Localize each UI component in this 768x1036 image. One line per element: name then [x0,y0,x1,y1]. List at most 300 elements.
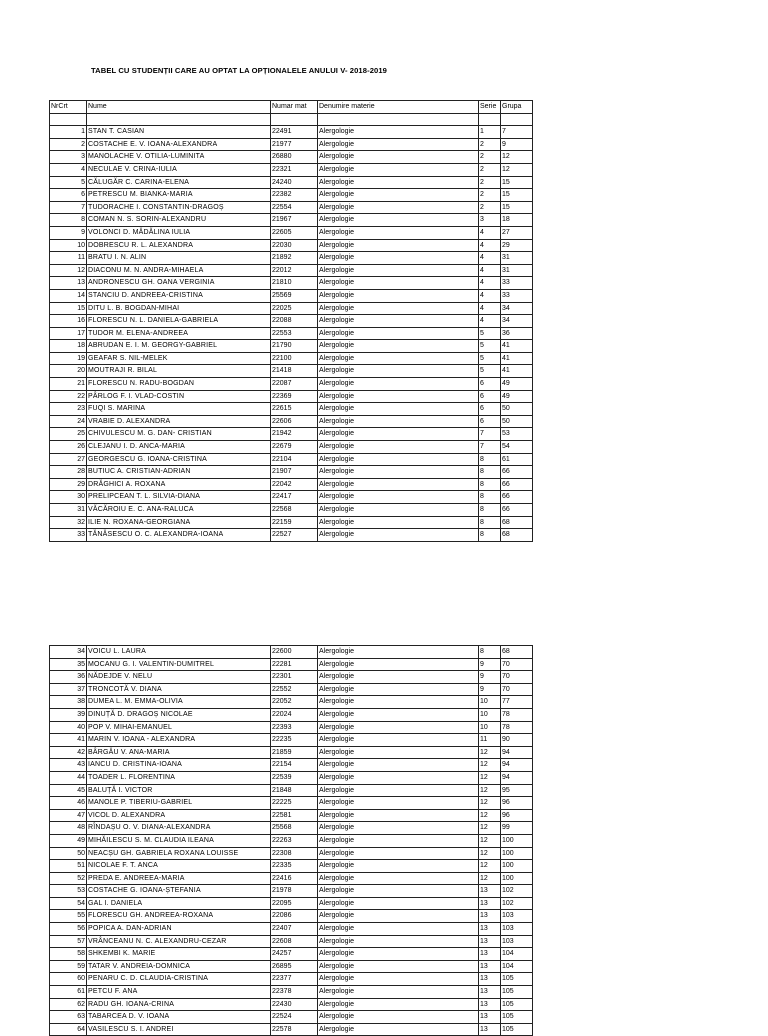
student-name: CHIVULESCU M. G. DAN- CRISTIAN [87,428,271,441]
subject-name: Alergologie [318,746,479,759]
series: 13 [479,935,501,948]
row-number: 32 [50,516,87,529]
student-name: PETRESCU M. BIANKA-MARIA [87,189,271,202]
matriculation-number: 22088 [271,315,318,328]
group: 105 [501,1023,533,1036]
row-number: 40 [50,721,87,734]
group: 78 [501,708,533,721]
subject-name: Alergologie [318,516,479,529]
subject-name: Alergologie [318,491,479,504]
student-name: NĂDEJDE V. NELU [87,671,271,684]
row-number: 33 [50,529,87,542]
subject-name: Alergologie [318,759,479,772]
row-number: 46 [50,797,87,810]
subject-name: Alergologie [318,453,479,466]
matriculation-number: 26880 [271,151,318,164]
series: 8 [479,504,501,517]
student-name: MANOLE P. TIBERIU-GABRIEL [87,797,271,810]
series: 10 [479,721,501,734]
row-number: 19 [50,352,87,365]
series: 5 [479,352,501,365]
group: 100 [501,834,533,847]
student-name: DIACONU M. N. ANDRA-MIHAELA [87,264,271,277]
student-name: TABARCEA D. V. IOANA [87,1011,271,1024]
row-number: 36 [50,671,87,684]
series: 9 [479,683,501,696]
group: 96 [501,809,533,822]
matriculation-number: 22335 [271,860,318,873]
student-name: ABRUDAN E. I. M. GEORGY-GABRIEL [87,340,271,353]
row-number: 52 [50,872,87,885]
student-name: VASILESCU S. I. ANDREI [87,1023,271,1036]
series: 10 [479,696,501,709]
row-number: 62 [50,998,87,1011]
student-name: STANCIU D. ANDREEA-CRISTINA [87,289,271,302]
row-number: 61 [50,986,87,999]
row-number: 10 [50,239,87,252]
matriculation-number: 22679 [271,441,318,454]
row-number: 7 [50,201,87,214]
subject-name: Alergologie [318,923,479,936]
document-title: TABEL CU STUDENȚII CARE AU OPTAT LA OPȚIONALELE ANULUI V- 2018-2019 [91,66,387,75]
matriculation-number: 22087 [271,378,318,391]
row-number: 13 [50,277,87,290]
subject-name: Alergologie [318,365,479,378]
series: 9 [479,671,501,684]
table-row [50,885,533,898]
series: 4 [479,315,501,328]
subject-name: Alergologie [318,390,479,403]
subject-name: Alergologie [318,847,479,860]
series: 12 [479,784,501,797]
table-row [50,302,533,315]
series: 12 [479,759,501,772]
subject-name: Alergologie [318,289,479,302]
subject-name: Alergologie [318,504,479,517]
row-number: 48 [50,822,87,835]
matriculation-number: 21859 [271,746,318,759]
series: 13 [479,948,501,961]
group: 41 [501,340,533,353]
group: 54 [501,441,533,454]
row-number: 5 [50,176,87,189]
table-row [50,696,533,709]
subject-name: Alergologie [318,822,479,835]
row-number: 26 [50,441,87,454]
row-number: 43 [50,759,87,772]
table-row [50,910,533,923]
subject-name: Alergologie [318,998,479,1011]
group: 105 [501,1011,533,1024]
row-number: 29 [50,478,87,491]
series: 10 [479,708,501,721]
group: 66 [501,466,533,479]
subject-name: Alergologie [318,897,479,910]
group: 68 [501,529,533,542]
student-name: DUMEA L. M. EMMA-OLIVIA [87,696,271,709]
row-number: 31 [50,504,87,517]
row-number: 21 [50,378,87,391]
row-number: 9 [50,226,87,239]
series: 4 [479,277,501,290]
row-number: 23 [50,403,87,416]
table-row [50,860,533,873]
student-name: STAN T. CASIAN [87,126,271,139]
student-name: COSTACHE G. IOANA-ȘTEFANIA [87,885,271,898]
group: 99 [501,822,533,835]
matriculation-number: 22416 [271,872,318,885]
group: 61 [501,453,533,466]
row-number: 18 [50,340,87,353]
series: 2 [479,151,501,164]
matriculation-number: 22052 [271,696,318,709]
row-number: 27 [50,453,87,466]
subject-name: Alergologie [318,415,479,428]
group: 100 [501,847,533,860]
table-row [50,151,533,164]
table-row [50,478,533,491]
series: 7 [479,441,501,454]
matriculation-number: 21892 [271,252,318,265]
series: 6 [479,378,501,391]
group: 49 [501,378,533,391]
group: 103 [501,935,533,948]
subject-name: Alergologie [318,885,479,898]
table-header-row [50,101,533,114]
student-name: GEORGESCU G. IOANA-CRISTINA [87,453,271,466]
matriculation-number: 24257 [271,948,318,961]
matriculation-number: 22154 [271,759,318,772]
matriculation-number: 22527 [271,529,318,542]
student-name: VOICU L. LAURA [87,646,271,659]
group: 12 [501,151,533,164]
subject-name: Alergologie [318,340,479,353]
group: 68 [501,516,533,529]
student-name: FLORESCU N. RADU-BOGDAN [87,378,271,391]
row-number: 53 [50,885,87,898]
row-number: 15 [50,302,87,315]
series: 4 [479,239,501,252]
table-row [50,491,533,504]
table-row [50,784,533,797]
table-row [50,403,533,416]
table-row [50,973,533,986]
series: 4 [479,302,501,315]
subject-name: Alergologie [318,428,479,441]
table-row [50,646,533,659]
student-name: NEACȘU GH. GABRIELA ROXANA LOUISSE [87,847,271,860]
student-name: BÂRGĂU V. ANA-MARIA [87,746,271,759]
group: 34 [501,302,533,315]
series: 9 [479,658,501,671]
matriculation-number: 21907 [271,466,318,479]
matriculation-number: 22100 [271,352,318,365]
series: 12 [479,834,501,847]
matriculation-number: 22263 [271,834,318,847]
series: 3 [479,214,501,227]
series: 2 [479,176,501,189]
series: 12 [479,872,501,885]
table-row [50,822,533,835]
series: 13 [479,923,501,936]
subject-name: Alergologie [318,860,479,873]
group: 77 [501,696,533,709]
table-row [50,529,533,542]
table-row [50,415,533,428]
student-name: DITU L. B. BOGDAN-MIHAI [87,302,271,315]
group: 15 [501,176,533,189]
subject-name: Alergologie [318,264,479,277]
matriculation-number: 21978 [271,885,318,898]
series: 8 [479,491,501,504]
series: 13 [479,986,501,999]
group: 7 [501,126,533,139]
row-number: 51 [50,860,87,873]
subject-name: Alergologie [318,948,479,961]
subject-name: Alergologie [318,658,479,671]
matriculation-number: 22606 [271,415,318,428]
student-name: ANDRONESCU GH. OANA VERGINIA [87,277,271,290]
student-name: BRATU I. N. ALIN [87,252,271,265]
group: 50 [501,403,533,416]
students-table-part-2 [49,645,533,1036]
matriculation-number: 24240 [271,176,318,189]
table-row [50,277,533,290]
group: 29 [501,239,533,252]
table-row [50,327,533,340]
student-name: MANOLACHE V. OTILIA-LUMINITA [87,151,271,164]
series: 8 [479,516,501,529]
series: 5 [479,327,501,340]
table-row [50,441,533,454]
student-name: VRÂNCEANU N. C. ALEXANDRU-CEZAR [87,935,271,948]
student-name: TOADER L. FLORENTINA [87,771,271,784]
series: 4 [479,289,501,302]
matriculation-number: 22159 [271,516,318,529]
group: 15 [501,201,533,214]
group: 96 [501,797,533,810]
student-name: TĂNĂSESCU O. C. ALEXANDRA-IOANA [87,529,271,542]
series: 7 [479,428,501,441]
group: 33 [501,289,533,302]
table-row [50,948,533,961]
row-number: 44 [50,771,87,784]
series: 4 [479,252,501,265]
series: 13 [479,1011,501,1024]
table-row [50,163,533,176]
row-number: 22 [50,390,87,403]
series: 13 [479,960,501,973]
group: 105 [501,998,533,1011]
table-row [50,746,533,759]
subject-name: Alergologie [318,646,479,659]
matriculation-number: 22554 [271,201,318,214]
row-number: 6 [50,189,87,202]
table-row [50,315,533,328]
table-row [50,847,533,860]
matriculation-number: 22225 [271,797,318,810]
matriculation-number: 22382 [271,189,318,202]
row-number: 63 [50,1011,87,1024]
table-row [50,759,533,772]
table-row [50,365,533,378]
student-name: SHKEMBI K. MARIE [87,948,271,961]
table-row [50,683,533,696]
group: 103 [501,923,533,936]
matriculation-number: 25568 [271,822,318,835]
row-number: 17 [50,327,87,340]
series: 6 [479,390,501,403]
row-number: 47 [50,809,87,822]
subject-name: Alergologie [318,315,479,328]
group: 33 [501,277,533,290]
group: 100 [501,860,533,873]
series: 1 [479,126,501,139]
row-number: 55 [50,910,87,923]
student-name: PÂRLOG F. I. VLAD-COSTIN [87,390,271,403]
table-row [50,872,533,885]
matriculation-number: 21790 [271,340,318,353]
table-row [50,428,533,441]
group: 50 [501,415,533,428]
matriculation-number: 25569 [271,289,318,302]
row-number: 39 [50,708,87,721]
subject-name: Alergologie [318,138,479,151]
group: 100 [501,872,533,885]
group: 41 [501,365,533,378]
series: 13 [479,885,501,898]
row-number: 41 [50,734,87,747]
student-name: NECULAE V. CRINA-IULIA [87,163,271,176]
series: 13 [479,897,501,910]
matriculation-number: 22568 [271,504,318,517]
group: 105 [501,973,533,986]
table-row [50,923,533,936]
subject-name: Alergologie [318,671,479,684]
matriculation-number: 22605 [271,226,318,239]
group: 94 [501,759,533,772]
row-number: 16 [50,315,87,328]
series: 8 [479,529,501,542]
row-number: 3 [50,151,87,164]
matriculation-number: 22430 [271,998,318,1011]
matriculation-number: 22095 [271,897,318,910]
student-name: RÎNDAȘU O. V. DIANA-ALEXANDRA [87,822,271,835]
student-name: IANCU D. CRISTINA-IOANA [87,759,271,772]
matriculation-number: 26895 [271,960,318,973]
header-denumire-materie: Denumire materie [318,101,479,114]
student-name: POP V. MIHAI-EMANUEL [87,721,271,734]
matriculation-number: 22407 [271,923,318,936]
subject-name: Alergologie [318,797,479,810]
students-table-part-1 [49,100,533,542]
row-number: 54 [50,897,87,910]
row-number: 42 [50,746,87,759]
table-row [50,226,533,239]
subject-name: Alergologie [318,214,479,227]
subject-name: Alergologie [318,910,479,923]
row-number: 14 [50,289,87,302]
matriculation-number: 22086 [271,910,318,923]
row-number: 57 [50,935,87,948]
row-number: 4 [50,163,87,176]
subject-name: Alergologie [318,352,479,365]
subject-name: Alergologie [318,327,479,340]
table-row [50,390,533,403]
table-row [50,352,533,365]
student-name: DOBRESCU R. L. ALEXANDRA [87,239,271,252]
subject-name: Alergologie [318,708,479,721]
group: 90 [501,734,533,747]
group: 95 [501,784,533,797]
matriculation-number: 21967 [271,214,318,227]
row-number: 38 [50,696,87,709]
row-number: 2 [50,138,87,151]
row-number: 58 [50,948,87,961]
student-name: MARIN V. IOANA - ALEXANDRA [87,734,271,747]
subject-name: Alergologie [318,466,479,479]
table-row [50,721,533,734]
subject-name: Alergologie [318,696,479,709]
matriculation-number: 22524 [271,1011,318,1024]
series: 2 [479,163,501,176]
student-name: MOUTRAJI R. BILAL [87,365,271,378]
matriculation-number: 22012 [271,264,318,277]
subject-name: Alergologie [318,302,479,315]
group: 34 [501,315,533,328]
group: 66 [501,478,533,491]
student-name: VĂCĂROIU E. C. ANA-RALUCA [87,504,271,517]
student-name: TUDOR M. ELENA-ANDREEA [87,327,271,340]
series: 8 [479,478,501,491]
table-row [50,1011,533,1024]
row-number: 28 [50,466,87,479]
subject-name: Alergologie [318,226,479,239]
matriculation-number: 22600 [271,646,318,659]
series: 4 [479,264,501,277]
student-name: BALUȚĂ I. VICTOR [87,784,271,797]
student-name: DINUȚĂ D. DRAGOȘ NICOLAE [87,708,271,721]
series: 2 [479,201,501,214]
subject-name: Alergologie [318,529,479,542]
table-row [50,138,533,151]
header-nume: Nume [87,101,271,114]
student-name: GAL I. DANIELA [87,897,271,910]
group: 70 [501,671,533,684]
matriculation-number: 21810 [271,277,318,290]
series: 13 [479,1023,501,1036]
student-name: CLEJANU I. D. ANCA-MARIA [87,441,271,454]
matriculation-number: 22301 [271,671,318,684]
row-number: 60 [50,973,87,986]
row-number: 49 [50,834,87,847]
group: 105 [501,986,533,999]
series: 12 [479,860,501,873]
row-number: 12 [50,264,87,277]
subject-name: Alergologie [318,441,479,454]
subject-name: Alergologie [318,151,479,164]
table-row [50,834,533,847]
matriculation-number: 22578 [271,1023,318,1036]
table-row [50,466,533,479]
group: 104 [501,960,533,973]
matriculation-number: 22030 [271,239,318,252]
matriculation-number: 21418 [271,365,318,378]
group: 103 [501,910,533,923]
row-number: 8 [50,214,87,227]
student-name: MOCANU G. I. VALENTIN-DUMITREL [87,658,271,671]
student-name: DRĂGHICI A. ROXANA [87,478,271,491]
